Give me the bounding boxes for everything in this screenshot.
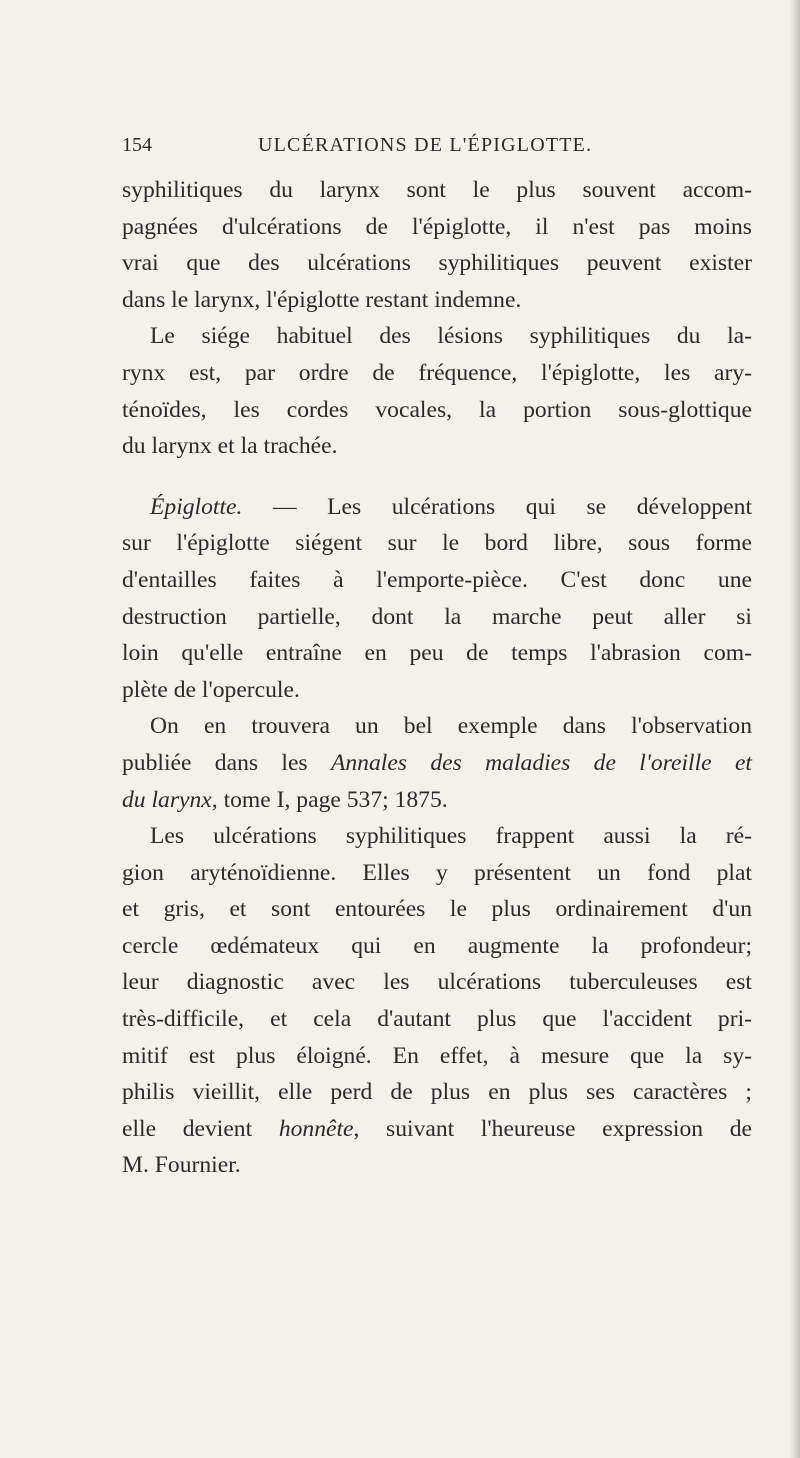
emphasis: honnête	[278, 1115, 354, 1142]
text-fragment: , suivant l'heureuse expression de	[353, 1115, 752, 1142]
text-fragment: publiée dans les	[122, 749, 331, 776]
paragraph-4	[122, 708, 752, 818]
text-line	[122, 1111, 752, 1148]
text-line: ténoïdes, les cordes vocales, la portion sous-glottique	[122, 396, 752, 423]
page-number: 154	[122, 134, 152, 156]
text-line: et gris, et sont entourées le plus ordinairement d'un	[122, 896, 752, 923]
text-line: On en trouvera un bel exemple dans l'observation	[150, 713, 752, 740]
text-line: pagnées d'ulcérations de l'épiglotte, il n'est pas moins	[122, 213, 752, 240]
section-gap	[122, 465, 752, 489]
text-line: vrai que des ulcérations syphilitiques peuvent exister	[122, 250, 752, 277]
text-line: loin qu'elle entraîne en peu de temps l'abrasion com-	[122, 640, 752, 667]
paragraph-1	[122, 172, 752, 318]
paragraph-5	[122, 818, 752, 1184]
text-line: cercle œdémateux qui en augmente la profondeur;	[122, 932, 752, 959]
text-line: très-difficile, et cela d'autant plus que l'accident pri-	[122, 1006, 752, 1033]
journal-title: Annales des maladies de l'oreille et	[330, 749, 752, 776]
page-edge-shadow	[790, 0, 800, 1458]
text-line: du larynx et la trachée.	[122, 433, 338, 460]
text-fragment: — Les ulcérations qui se développent	[242, 493, 752, 520]
body-text	[122, 172, 752, 1184]
section-heading: Épiglotte.	[150, 493, 243, 520]
text-fragment: elle devient	[122, 1115, 279, 1142]
journal-title: du larynx	[122, 786, 212, 813]
text-line: syphilitiques du larynx sont le plus souvent accom-	[122, 177, 752, 203]
paragraph-2	[122, 318, 752, 464]
running-title: ULCÉRATIONS DE L'ÉPIGLOTTE.	[258, 134, 593, 156]
text-line: destruction partielle, dont la marche peut aller si	[122, 603, 752, 630]
text-line: mitif est plus éloigné. En effet, à mesure que la sy-	[122, 1042, 752, 1069]
text-line: philis vieillit, elle perd de plus en plus ses caractères ;	[122, 1079, 752, 1106]
text-line: Le siége habituel des lésions syphilitiques du la-	[150, 323, 752, 350]
text-line: Les ulcérations syphilitiques frappent aussi la ré-	[150, 823, 752, 850]
text-line: leur diagnostic avec les ulcérations tuberculeuses est	[122, 969, 752, 996]
text-line	[122, 489, 752, 526]
text-line: rynx est, par ordre de fréquence, l'épiglotte, les ary-	[122, 359, 752, 386]
text-line: sur l'épiglotte siégent sur le bord libre, sous forme	[122, 530, 752, 557]
text-line: plète de l'opercule.	[122, 676, 300, 703]
text-line	[122, 782, 752, 819]
text-line: gion aryténoïdienne. Elles y présentent un fond plat	[122, 859, 752, 886]
page-header	[122, 134, 722, 164]
text-line	[122, 745, 752, 782]
paragraph-3	[122, 489, 752, 709]
text-line: M. Fournier.	[122, 1152, 241, 1179]
text-fragment: , tome I, page 537; 1875.	[211, 786, 448, 813]
text-line: d'entailles faites à l'emporte-pièce. C'est donc une	[122, 566, 752, 593]
text-line: dans le larynx, l'épiglotte restant indemne.	[122, 286, 522, 313]
